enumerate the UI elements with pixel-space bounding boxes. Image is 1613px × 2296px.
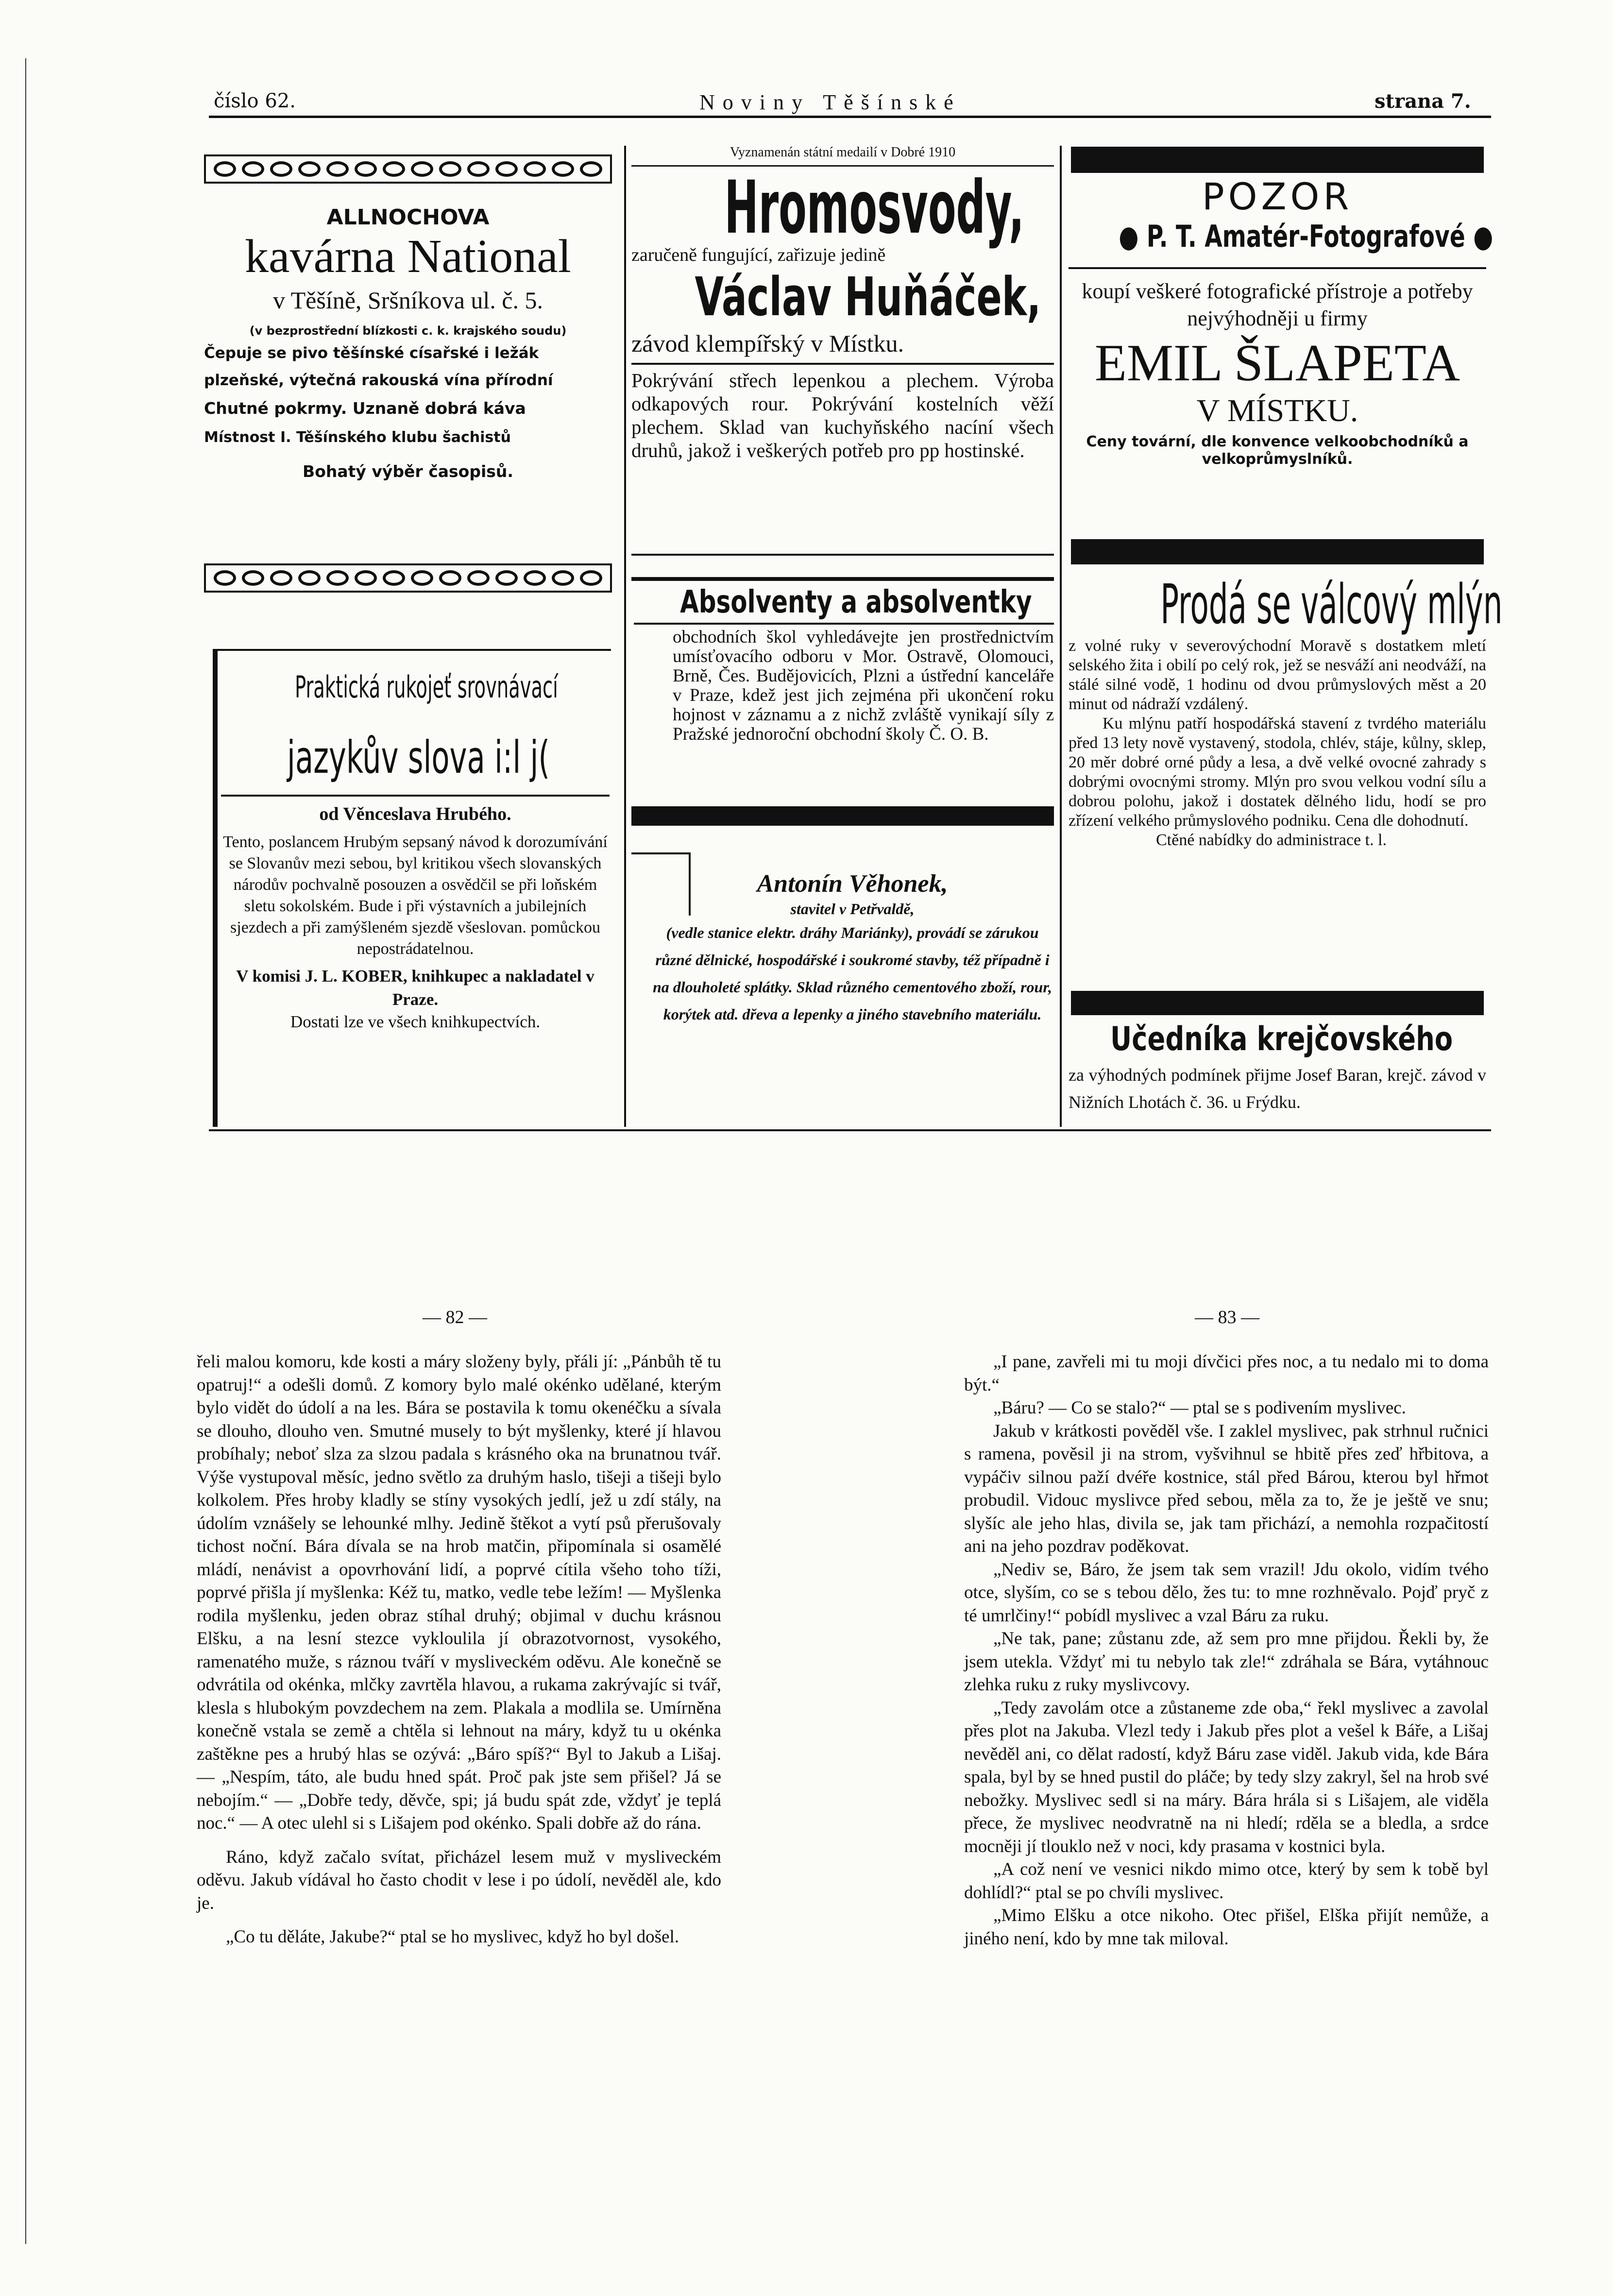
absolventi-bottom-bar [631, 806, 1054, 826]
page-number: strana 7. [1375, 90, 1471, 113]
ad-column-rule-1 [624, 146, 626, 1127]
ad-hromosvody [631, 145, 1054, 462]
ad-ucednik [1069, 1018, 1486, 1116]
story-column-right [964, 1350, 1489, 1950]
ucednik-top-bar [1071, 991, 1484, 1015]
hromosvody-title: Hromosvody, [724, 166, 1024, 250]
kavarna-line-3: Chutné pokrmy. Uznaně dobrá káva [204, 399, 526, 418]
vehonek-body: (vedle stanice elektr. dráhy Mariánky), provádí se zárukou různé dělnické, hospodářské i soukromé stavby, též případně i na dlouholeté splátky. Sklad různého cementového zboží, rour, korýtek atd. dřeva a lepenky a jiného stavebního materiálu. [652, 924, 1053, 1023]
mlyn-title: Prodá se válcový mlýn [1160, 573, 1503, 636]
hromosvody-firm: závod klempířský v Místku. [631, 330, 904, 357]
rukojet-body: Tento, poslancem Hrubým sepsaný návod k dorozumívání se Slovanův mezi sebou, byl kritikou všech slovanských národův pochvalně posouzen a osvědčil se při loňském sletu sokolském. Bude i při výstavních a jubilejních sjezdech a při zamýšleném sjezdě všeslovan. pomůckou nepostrádatelnou. [223, 833, 608, 958]
kavarna-title: kavárna National [244, 230, 572, 283]
rukojet-top-rule [213, 649, 611, 651]
pozor-note: Ceny tovární, dle konvence velkoobchodníků a velkoprůmyslníků. [1086, 433, 1469, 468]
story-right-p3: Jakub v krátkosti pověděl vše. I zaklel myslivec, pak strhnul ručnici s ramena, pověsil ji na strom, vyšvihnul se hbitě přes zeď hřbitova, a vypáčiv silnou paží dvéře kostnice, stál před Bárou, kterou byl hřmot probudil. Vidouc myslivce před sebou, měla za to, že je ještě ve snu; slyšíc ale jeho hlas, divila se, jak tam přichází, a nemohla rozpačitostí ani na jeho pozdrav poděkovat. [964, 1421, 1489, 1556]
story-left-p1: řeli malou komoru, kde kosti a máry složeny byly, přáli jí: „Pánbůh tě tu opatruj!“ a odešli domů. Z komory bylo malé okénko udělané, kterým bylo vidět do údolí a na les. Bára se postavila k tomu okenéčku a sívala se dlouho, dlouho ven. Smutné musely to být myšlenky, které jí hlavou probíhaly; neboť slza za slzou padala s krásného oka na brunatnou tvář. Výše vystupoval měsíc, jedno světlo za druhým haslo, tišeji a tišeji bylo kolkolem. Přes hroby kladly se stíny vysokých jedlí, jež u zdí stály, na údolím vznášely se lehounké mlhy. Jedině štěkot a vytí psů přerušovaly tichost noční. Bára dívala se na hrob matčin, připomínala si osamělé mládí, nenávist a opovrhování lidí, a poprvé cítila všeho toho tíži, poprvé přišla jí myšlenka: Kéž tu, matko, vedle tebe ležím! — Myšlenka rodila myšlenku, jeden obraz stíhal druhý; objimal v duchu krásnou Elšku, a na lesní stezce vykloulila jí obrazotvornost, vysokého, ramenatého muže, s ráznou tváří v mysliveckém oděvu. Ale konečně se odvrátila od okénka, mlčky zavrtěla hlavou, a rukama zakrývajíc si tvář, klesla s hlubokým povzdechem na zem. Plakala a modlila se. Umírněna konečně vstala se země a chtěla si lehnout na máry, když tu u okénka zaštěkne pes a hrubý hlas se ozývá: „Báro spíš?“ Byl to Jakub a Lišaj. — „Nespím, táto, ale budu hned spát. Proč pak jste sem přišel? Já se nebojím.“ — „Dobře tedy, děvče, spi; já budu spát zde, vždyť je teplá noc.“ — A otec ulehl si s Lišajem pod okénko. Spali dobře až do rána. [197, 1352, 721, 1833]
pozor-top-bar [1071, 147, 1484, 173]
story-right-p1: „I pane, zavřeli mi tu moji dívčici přes noc, a tu nedalo mi to doma být.“ [964, 1352, 1489, 1395]
pozor-subtitle-text: P. T. Amatér-Fotografové [1146, 219, 1465, 254]
issue-number: číslo 62. [214, 90, 296, 112]
hromosvody-award: Vyznamenán státní medailí v Dobré 1910 [730, 145, 956, 160]
story-page-right: — 83 — [1195, 1307, 1259, 1327]
ornament-border-top [204, 154, 612, 184]
hromosvody-bottom-rule [631, 554, 1054, 556]
ad-mlyn [1069, 573, 1503, 850]
kavarna-line-5: Bohatý výběr časopisů. [303, 462, 513, 481]
ad-column-rule-2 [1060, 146, 1062, 1127]
ornament-border-bottom [204, 563, 612, 593]
rukojet-note: Dostati lze ve všech knihkupectvích. [290, 1012, 541, 1031]
story-right-p8: „Mimo Elšku a otce nikoho. Otec přišel, Elška přijít nemůže, a jiného není, kdo by mne tak miloval. [964, 1905, 1489, 1949]
rukojet-title-2: jazykův slova i:l j( [287, 731, 550, 783]
story-right-p5: „Ne tak, pane; zůstanu zde, až sem pro mne přijdou. Řekli by, že jsem utekla. Vždyť mi tu nebylo tak zle!“ zdráhala se Bára, vytáhnouc zlehka ruku z ruky myslivcovy. [964, 1629, 1489, 1695]
ad-rukojet [221, 661, 610, 1033]
ad-pozor [1069, 175, 1494, 468]
rukojet-publisher: V komisi J. L. KOBER, knihkupec a nakladatel v Praze. [236, 967, 594, 1009]
story-left-p2: Ráno, když začalo svítat, přicházel lesem muž v mysliveckém oděvu. Jakub vídával ho často chodit v lese i po údolí, nevěděl ale, kdo je. [197, 1847, 721, 1913]
kavarna-line-2: plzeňské, výtečná rakouská vína přírodní [204, 372, 553, 389]
vehonek-name: Antonín Věhonek, [757, 870, 948, 898]
pozor-bottom-bar [1071, 539, 1484, 564]
ad-kavarna [204, 194, 612, 491]
pozor-title: POZOR [1202, 175, 1353, 218]
vehonek-frame-top-left [631, 852, 690, 854]
newspaper-title: Noviny Těšínské [699, 90, 961, 114]
pozor-place: V MÍSTKU. [1196, 393, 1358, 428]
absolventi-top-rule [631, 577, 1054, 581]
pozor-body: koupí veškeré fotografické přístroje a potřeby nejvýhodněji u firmy [1082, 279, 1473, 330]
hromosvody-subtitle: zaručeně fungující, zařizuje jedině [631, 245, 886, 265]
rukojet-author: od Věnceslava Hrubého. [319, 804, 511, 824]
kavarna-owner: ALLNOCHOVA [326, 205, 490, 230]
pozor-subtitle: ● P. T. Amatér-Fotografové ● [1119, 219, 1494, 254]
kavarna-note: (v bezprostřední blízkosti c. k. krajského soudu) [249, 324, 567, 338]
mlyn-p1: z volné ruky v severovýchodní Moravě s dostatkem mletí selského žita i obilí po celý rok, jež se nesváží ani neodváží, na stálé silné vodě, 1 hodinu od dvou průmyslových měst a 20 minut od nádraží vzdálený. [1069, 637, 1486, 713]
pozor-name: EMIL ŠLAPETA [1094, 334, 1460, 392]
ad-area-bottom-rule [209, 1129, 1491, 1131]
story-column-left [197, 1350, 721, 1949]
header-rule [209, 116, 1491, 118]
absolventi-body: obchodních škol vyhledávejte jen prostřednictvím umísťovacího odboru v Mor. Ostravě, Olomouci, Brně, Čes. Budějovicích, Plzni a ústřední kanceláře v Praze, kdež jest jich zejména při ukončení roku hojnost v záznamu a z nichž zvláště vynikají síly z Pražské jednoroční obchodní školy Č. O. B. [673, 627, 1054, 744]
mlyn-p2: Ku mlýnu patří hospodářská stavení z tvrdého materiálu před 13 lety nově vystavený, stodola, chlév, stáje, kůlny, sklep, 20 měr dobré orné půdy a lesa, a dvě velké ovocné zahrady s dobrými ovocnými stromy. Mlýn pro svou velkou vodní sílu a dobrou polohu, jakož i dostatek dělného lidu, hodí se pro zřízení velkého průmyslového podniku. Cena dle dohodnutí. [1069, 714, 1486, 830]
binding-edge [25, 58, 26, 2244]
vehonek-role: stavitel v Petřvaldě, [790, 900, 915, 918]
mlyn-p3: Ctěné nabídky do administrace t. l. [1156, 831, 1387, 849]
story-right-p6: „Tedy zavolám otce a zůstaneme zde oba,“ řekl myslivec a zavolal přes plot na Jakuba. Vlezl tedy i Jakub přes plot a vešel k Báře, a Lišaj nevěděl ani, co dělat radostí, když Báru zase viděl. Jakub vida, kde Bára spala, byl by se hned pustil do pláče; by tedy slzy zakryl, šel na hrob své nebožky. Myslivec sedl si na máry. Bára hrála si s Lišajem, ale viděla přece, že myslivec neodvratně na ni hledí; rděla se a bledla, a srdce mocněji jí tlouklo než v noci, kdy prasama v kostnici byla. [964, 1698, 1489, 1856]
story-page-left: — 82 — [423, 1307, 487, 1327]
absolventi-title: Absolventy a absolventky [680, 584, 1032, 620]
kavarna-address: v Těšíně, Sršníkova ul. č. 5. [273, 287, 543, 314]
ad-vehonek [651, 869, 1054, 1028]
ucednik-body: za výhodných podmínek přijme Josef Baran, krejč. závod v Nižních Lhotách č. 36. u Frýdku. [1069, 1065, 1486, 1112]
rukojet-left-bar [213, 651, 218, 1127]
story-right-p4: „Nediv se, Báro, že jsem tak sem vrazil! Jdu okolo, vidím tvého otce, slyším, co se s tebou dělo, žes tu: to mne rozhněvalo. Pojď pryč z té umrlčiny!“ pobídl myslivec a vzal Báru za ruku. [964, 1559, 1489, 1626]
hromosvody-body: Pokrývání střech lepenkou a plechem. Výroba odkapových rour. Pokrývání kostelních věží plechem. Sklad van kuchyňského nacíní všech druhů, jakož i veškerých potřeb pro pp hostinské. [631, 369, 1054, 461]
story-right-p2: „Báru? — Co se stalo?“ — ptal se s podivením myslivec. [993, 1398, 1406, 1418]
ucednik-title: Učedníka krejčovského [1110, 1020, 1453, 1058]
ad-absolventi [634, 583, 1054, 744]
kavarna-line-1: Čepuje se pivo těšínské císařské i ležák [204, 344, 539, 362]
story-left-p3: „Co tu děláte, Jakube?“ ptal se ho myslivec, když ho byl došel. [226, 1927, 679, 1947]
hromosvody-name: Václav Huňáček, [695, 266, 1041, 328]
rukojet-title-1: Praktická rukojeť srovnávací [295, 669, 558, 705]
story-right-p7: „A což není ve vesnici nikdo mimo otce, který by sem k tobě byl dohlídl?“ ptal se po chvíli myslivec. [964, 1859, 1489, 1903]
kavarna-line-4: Místnost I. Těšínského klubu šachistů [204, 429, 511, 446]
